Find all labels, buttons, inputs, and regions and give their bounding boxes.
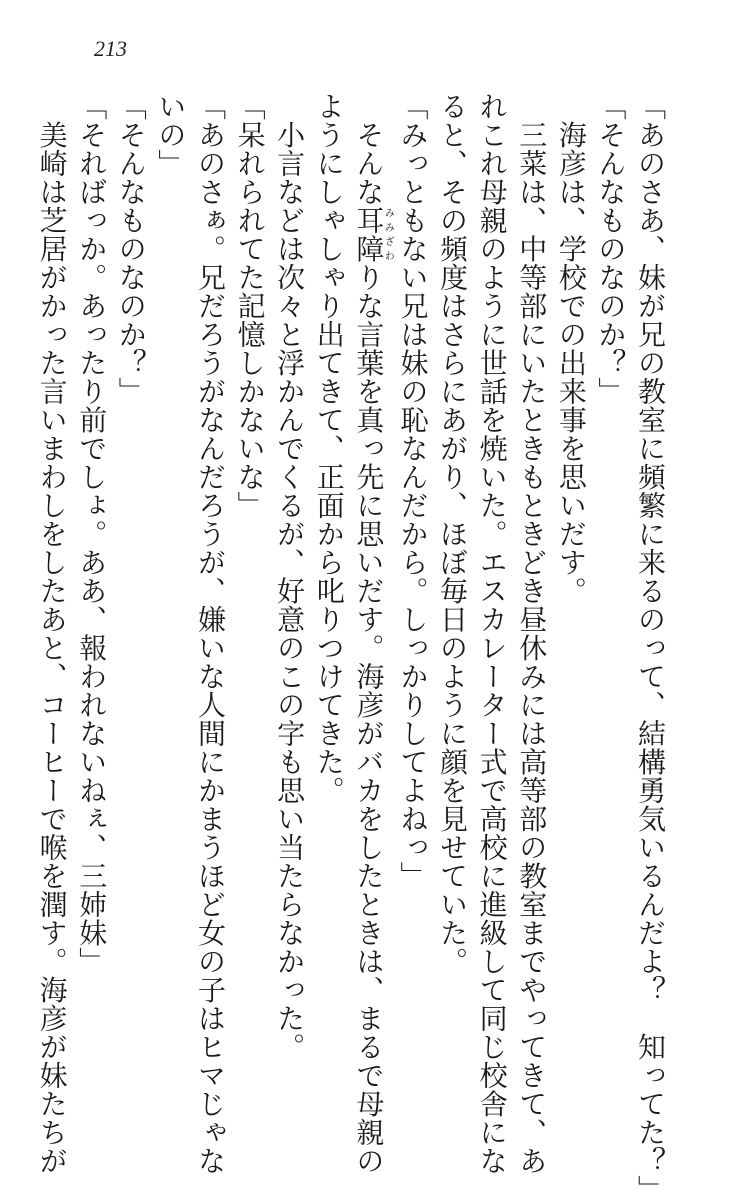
- text-line: れこれ母親のように世話を焼いた。エスカレーター式で高校に進級して同じ校舎にな: [475, 92, 509, 1175]
- line-segment: そんな: [352, 92, 386, 206]
- ruby-base: 耳障: [352, 206, 386, 263]
- text-line: 小言などは次々と浮かんでくるが、好意のこの字も思い当たらなかった。: [273, 92, 307, 1061]
- line-segment: りな言葉を真っ先に思いだす。海彦がバカをしたときは、まるで母親の: [352, 263, 386, 1175]
- body-text: [35, 92, 670, 1204]
- text-line: 「みっともない兄は妹の恥なんだから。しっかりしてよねっ」: [396, 92, 430, 890]
- text-line-with-ruby: [349, 92, 394, 1175]
- text-line: いの」: [154, 92, 188, 178]
- text-line: ようにしゃしゃり出てきて、正面から叱りつけてきた。: [312, 92, 346, 805]
- text-line: 海彦は、学校での出来事を思いだす。: [554, 92, 588, 605]
- page-number: 213: [94, 36, 127, 61]
- ruby-annotation: みみざわ: [382, 206, 394, 263]
- text-line: 三菜は、中等部にいたときもときどき昼休みには高等部の教室までやってきて、あ: [515, 92, 549, 1175]
- text-line: 「そんなものなのか？」: [594, 92, 628, 406]
- text-line: 「そればっか。あったり前でしょ。ああ、報われないねぇ、三姉妹」: [75, 92, 109, 976]
- ruby-word: [352, 206, 394, 263]
- text-line: 「あのさぁ。兄だろうがなんだろうが、嫌いな人間にかまうほど女の子はヒマじゃな: [193, 92, 227, 1175]
- text-line: 「そんなものなのか？」: [114, 92, 148, 406]
- text-line: 「あのさあ、妹が兄の教室に頻繁に来るのって、結構勇気いるんだよ？ 知ってた？」: [634, 92, 667, 1204]
- text-line: 「呆れられてた記憶しかないな」: [233, 92, 267, 520]
- text-line: 美崎は芝居がかった言いまわしをしたあと、コーヒーで喉を潤す。海彦が妹たちが: [35, 92, 69, 1175]
- text-line: ると、その頻度はさらにあがり、ほぼ毎日のように顔を見せていた。: [436, 92, 470, 976]
